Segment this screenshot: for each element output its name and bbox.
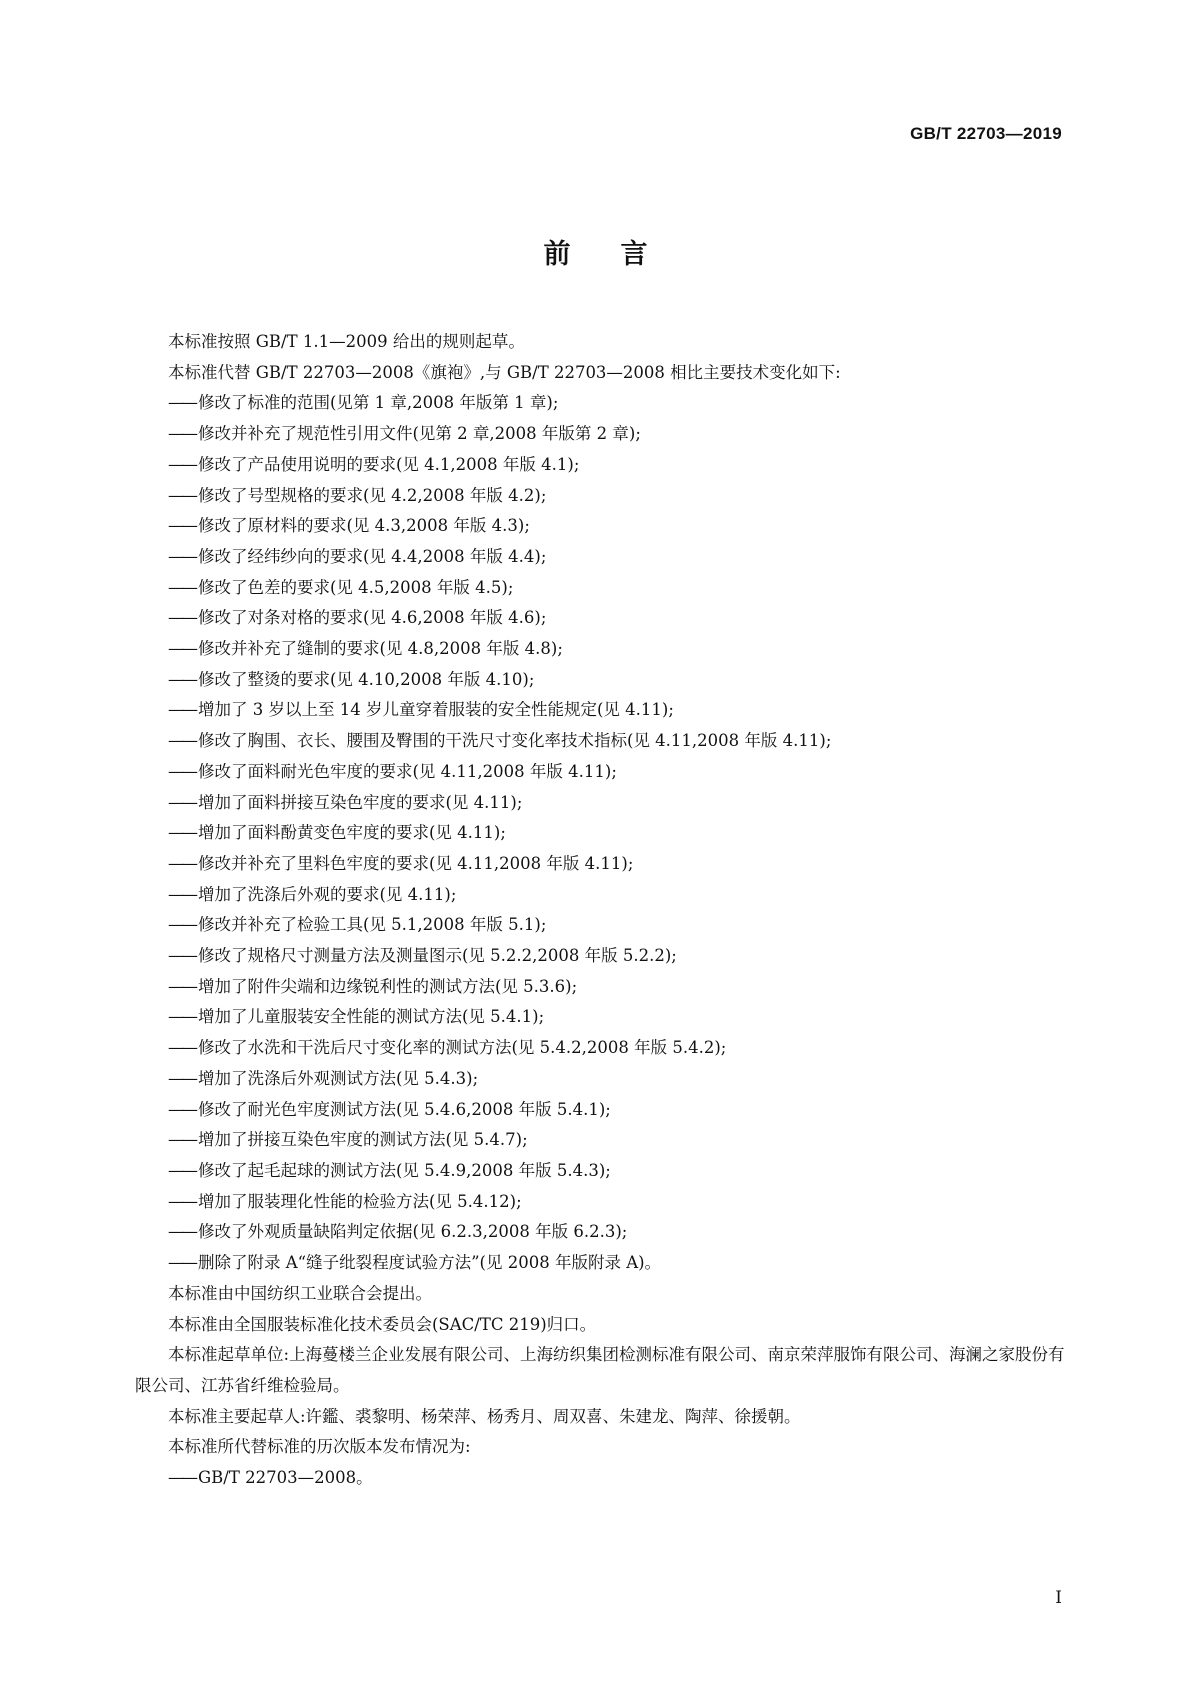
- change-text: 修改了原材料的要求(见 4.3,2008 年版 4.3);: [198, 516, 530, 536]
- dash-marker: ——: [168, 1253, 195, 1273]
- change-text: 增加了面料拼接互染色牢度的要求(见 4.11);: [198, 792, 523, 812]
- change-text: 增加了儿童服装安全性能的测试方法(见 5.4.1);: [198, 1007, 545, 1027]
- dash-marker: ——: [168, 639, 195, 659]
- dash-marker: ——: [168, 608, 195, 628]
- change-item: [135, 849, 1065, 880]
- previous-edition-item: [135, 1463, 1065, 1494]
- change-text: 修改了起毛起球的测试方法(见 5.4.9,2008 年版 5.4.3);: [198, 1160, 611, 1180]
- centralized-by-paragraph: 本标准由全国服装标准化技术委员会(SAC/TC 219)归口。: [168, 1314, 597, 1334]
- dash-marker: ——: [168, 1468, 195, 1488]
- change-text: 修改了色差的要求(见 4.5,2008 年版 4.5);: [198, 577, 514, 597]
- change-item: [135, 481, 1065, 512]
- dash-marker: ——: [168, 424, 195, 444]
- change-item: [135, 1095, 1065, 1126]
- dash-marker: ——: [168, 546, 195, 566]
- dash-marker: ——: [168, 823, 195, 843]
- change-text: 修改并补充了规范性引用文件(见第 2 章,2008 年版第 2 章);: [198, 424, 641, 444]
- drafting-units-paragraph: 本标准起草单位:上海蔓楼兰企业发展有限公司、上海纺织集团检测标准有限公司、南京荣萍服饰有限公司、海澜之家股份有限公司、江苏省纤维检验局。: [135, 1345, 1065, 1395]
- change-text: 增加了洗涤后外观的要求(见 4.11);: [198, 884, 457, 904]
- dash-marker: ——: [168, 731, 195, 751]
- change-item: [135, 1248, 1065, 1279]
- dash-marker: ——: [168, 1191, 195, 1211]
- dash-marker: ——: [168, 669, 195, 689]
- change-text: 修改并补充了缝制的要求(见 4.8,2008 年版 4.8);: [198, 639, 563, 659]
- change-item: [135, 1064, 1065, 1095]
- change-item: [135, 1002, 1065, 1033]
- change-item: [135, 1125, 1065, 1156]
- change-text: 修改了胸围、衣长、腰围及臀围的干洗尺寸变化率技术指标(见 4.11,2008 年版 4.11);: [198, 731, 832, 751]
- dash-marker: ——: [168, 1038, 195, 1058]
- dash-marker: ——: [168, 884, 195, 904]
- change-item: [135, 695, 1065, 726]
- technical-changes-list: [135, 388, 1065, 1278]
- change-item: [135, 388, 1065, 419]
- change-item: [135, 757, 1065, 788]
- change-item: [135, 573, 1065, 604]
- change-item: [135, 1033, 1065, 1064]
- drafters-paragraph: 本标准主要起草人:许鑑、裘黎明、杨荣萍、杨秀月、周双喜、朱建龙、陶萍、徐援朝。: [168, 1406, 801, 1426]
- foreword-body: [135, 327, 1065, 1494]
- change-text: 增加了洗涤后外观测试方法(见 5.4.3);: [198, 1068, 479, 1088]
- change-text: 修改了外观质量缺陷判定依据(见 6.2.3,2008 年版 6.2.3);: [198, 1222, 628, 1242]
- change-item: [135, 1187, 1065, 1218]
- change-text: 增加了服装理化性能的检验方法(见 5.4.12);: [198, 1191, 522, 1211]
- dash-marker: ——: [168, 393, 195, 413]
- dash-marker: ——: [168, 454, 195, 474]
- dash-marker: ——: [168, 1160, 195, 1180]
- change-text: 增加了附件尖端和边缘锐利性的测试方法(见 5.3.6);: [198, 976, 578, 996]
- change-item: [135, 511, 1065, 542]
- dash-marker: ——: [168, 700, 195, 720]
- change-item: [135, 972, 1065, 1003]
- change-text: 增加了面料酚黄变色牢度的要求(见 4.11);: [198, 823, 506, 843]
- change-item: [135, 1217, 1065, 1248]
- previous-edition-text: GB/T 22703—2008。: [198, 1468, 373, 1488]
- dash-marker: ——: [168, 577, 195, 597]
- dash-marker: ——: [168, 1099, 195, 1119]
- change-text: 增加了 3 岁以上至 14 岁儿童穿着服装的安全性能规定(见 4.11);: [198, 700, 674, 720]
- change-item: [135, 665, 1065, 696]
- change-item: [135, 726, 1065, 757]
- dash-marker: ——: [168, 516, 195, 536]
- change-item: [135, 634, 1065, 665]
- dash-marker: ——: [168, 976, 195, 996]
- dash-marker: ——: [168, 1222, 195, 1242]
- change-text: 修改并补充了检验工具(见 5.1,2008 年版 5.1);: [198, 915, 547, 935]
- change-item: [135, 603, 1065, 634]
- change-text: 修改了耐光色牢度测试方法(见 5.4.6,2008 年版 5.4.1);: [198, 1099, 611, 1119]
- change-text: 修改了对条对格的要求(见 4.6,2008 年版 4.6);: [198, 608, 547, 628]
- change-text: 修改了产品使用说明的要求(见 4.1,2008 年版 4.1);: [198, 454, 580, 474]
- change-text: 修改了标准的范围(见第 1 章,2008 年版第 1 章);: [198, 393, 559, 413]
- change-item: [135, 788, 1065, 819]
- intro-paragraph-replaces: 本标准代替 GB/T 22703—2008《旗袍》,与 GB/T 22703—2008 相比主要技术变化如下:: [168, 362, 841, 382]
- change-text: 修改了号型规格的要求(见 4.2,2008 年版 4.2);: [198, 485, 547, 505]
- change-item: [135, 542, 1065, 573]
- dash-marker: ——: [168, 1130, 195, 1150]
- change-item: [135, 450, 1065, 481]
- change-text: 修改了规格尺寸测量方法及测量图示(见 5.2.2,2008 年版 5.2.2);: [198, 946, 677, 966]
- dash-marker: ——: [168, 792, 195, 812]
- change-item: [135, 419, 1065, 450]
- dash-marker: ——: [168, 1068, 195, 1088]
- change-text: 修改并补充了里料色牢度的要求(见 4.11,2008 年版 4.11);: [198, 853, 634, 873]
- dash-marker: ——: [168, 853, 195, 873]
- standard-number: GB/T 22703—2019: [910, 124, 1062, 143]
- change-item: [135, 1156, 1065, 1187]
- change-item: [135, 818, 1065, 849]
- change-text: 修改了整烫的要求(见 4.10,2008 年版 4.10);: [198, 669, 535, 689]
- change-text: 增加了拼接互染色牢度的测试方法(见 5.4.7);: [198, 1130, 528, 1150]
- change-text: 修改了经纬纱向的要求(见 4.4,2008 年版 4.4);: [198, 546, 547, 566]
- previous-editions-intro: 本标准所代替标准的历次版本发布情况为:: [168, 1437, 471, 1457]
- change-item: [135, 910, 1065, 941]
- dash-marker: ——: [168, 915, 195, 935]
- change-item: [135, 880, 1065, 911]
- change-text: 删除了附录 A“缝子纰裂程度试验方法”(见 2008 年版附录 A)。: [198, 1253, 662, 1273]
- dash-marker: ——: [168, 761, 195, 781]
- change-text: 修改了面料耐光色牢度的要求(见 4.11,2008 年版 4.11);: [198, 761, 617, 781]
- dash-marker: ——: [168, 485, 195, 505]
- intro-paragraph-rules: 本标准按照 GB/T 1.1—2009 给出的规则起草。: [168, 332, 525, 351]
- change-text: 修改了水洗和干洗后尺寸变化率的测试方法(见 5.4.2,2008 年版 5.4.2);: [198, 1038, 727, 1058]
- change-item: [135, 941, 1065, 972]
- dash-marker: ——: [168, 1007, 195, 1027]
- page-number: I: [1055, 1588, 1062, 1608]
- proposed-by-paragraph: 本标准由中国纺织工业联合会提出。: [168, 1283, 432, 1303]
- page-title: 前言: [543, 239, 698, 270]
- dash-marker: ——: [168, 946, 195, 966]
